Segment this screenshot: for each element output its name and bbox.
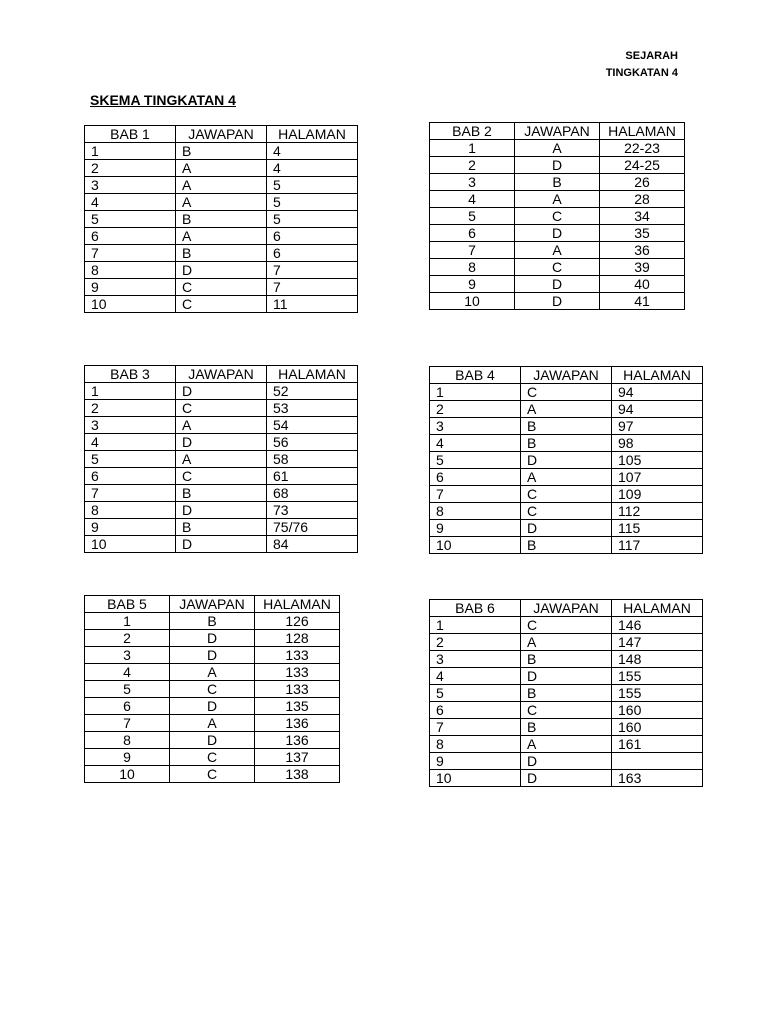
cell-halaman: 73 [267,502,358,519]
table-row [430,401,703,418]
cell-jawapan: C [170,766,255,783]
cell-bab-number: 10 [85,766,170,783]
cell-bab-number: 2 [430,401,521,418]
answer-table-bab-5 [84,595,340,783]
cell-jawapan: B [176,143,267,160]
cell-bab-number: 8 [85,502,176,519]
column-header-halaman: HALAMAN [612,600,703,617]
cell-jawapan: A [521,401,612,418]
table-header-row [430,600,703,617]
table-row [85,681,340,698]
cell-halaman: 22-23 [600,140,685,157]
table-row [430,157,685,174]
cell-halaman: 148 [612,651,703,668]
cell-halaman: 94 [612,401,703,418]
cell-halaman: 56 [267,434,358,451]
cell-bab-number: 3 [85,417,176,434]
cell-bab-number: 3 [430,651,521,668]
cell-bab-number: 10 [430,537,521,554]
cell-halaman: 28 [600,191,685,208]
column-header-jawapan: JAWAPAN [521,600,612,617]
cell-halaman: 84 [267,536,358,553]
table-row [85,228,358,245]
cell-halaman: 6 [267,228,358,245]
cell-jawapan: A [515,140,600,157]
cell-bab-number: 3 [430,174,515,191]
table-row [430,225,685,242]
cell-jawapan: A [521,634,612,651]
table-header-row [430,123,685,140]
cell-jawapan: D [170,698,255,715]
cell-bab-number: 4 [430,435,521,452]
cell-bab-number: 3 [85,647,170,664]
column-header-halaman: HALAMAN [267,366,358,383]
cell-halaman: 133 [255,681,340,698]
cell-halaman: 135 [255,698,340,715]
cell-bab-number: 5 [85,211,176,228]
cell-halaman: 160 [612,702,703,719]
cell-halaman: 39 [600,259,685,276]
cell-bab-number: 4 [430,191,515,208]
column-header-halaman: HALAMAN [612,367,703,384]
cell-halaman: 136 [255,715,340,732]
cell-jawapan: D [515,276,600,293]
table-row [85,749,340,766]
cell-bab-number: 10 [85,296,176,313]
column-header-bab-number: BAB 5 [85,596,170,613]
cell-halaman: 117 [612,537,703,554]
cell-halaman: 5 [267,194,358,211]
cell-jawapan: A [176,417,267,434]
cell-bab-number: 1 [430,140,515,157]
cell-jawapan: A [176,228,267,245]
cell-bab-number: 9 [85,279,176,296]
table-row [85,383,358,400]
cell-jawapan: D [521,770,612,787]
cell-jawapan: D [515,225,600,242]
table-row [430,520,703,537]
cell-halaman: 161 [612,736,703,753]
cell-halaman: 53 [267,400,358,417]
cell-bab-number: 1 [85,383,176,400]
form-label: TINGKATAN 4 [605,67,678,79]
cell-bab-number: 1 [85,613,170,630]
table-row [85,245,358,262]
table-row [430,702,703,719]
table-row [85,434,358,451]
table-row [430,418,703,435]
cell-bab-number: 9 [430,520,521,537]
cell-halaman: 61 [267,468,358,485]
cell-halaman: 97 [612,418,703,435]
cell-halaman: 54 [267,417,358,434]
cell-jawapan: D [521,668,612,685]
table-row [85,211,358,228]
table-row [430,537,703,554]
cell-bab-number: 9 [430,753,521,770]
table-row [430,140,685,157]
table-row [85,698,340,715]
answer-table-bab-6 [429,599,703,787]
cell-bab-number: 9 [85,519,176,536]
column-header-bab-number: BAB 6 [430,600,521,617]
cell-bab-number: 10 [430,293,515,310]
table-row [430,191,685,208]
cell-bab-number: 9 [85,749,170,766]
table-row [430,685,703,702]
cell-halaman: 115 [612,520,703,537]
cell-jawapan: C [515,259,600,276]
table-row [430,384,703,401]
page-title: SKEMA TINGKATAN 4 [90,92,236,108]
table-row [85,536,358,553]
cell-halaman: 26 [600,174,685,191]
column-header-halaman: HALAMAN [255,596,340,613]
cell-halaman: 6 [267,245,358,262]
cell-bab-number: 3 [430,418,521,435]
cell-halaman: 94 [612,384,703,401]
cell-halaman: 136 [255,732,340,749]
cell-bab-number: 7 [85,715,170,732]
subject-label: SEJARAH [625,50,678,62]
cell-halaman: 155 [612,668,703,685]
cell-jawapan: C [176,296,267,313]
table-row [85,296,358,313]
table-row [85,519,358,536]
table-row [85,143,358,160]
cell-halaman: 137 [255,749,340,766]
cell-bab-number: 1 [85,143,176,160]
table-row [430,617,703,634]
cell-bab-number: 7 [430,719,521,736]
table-header-row [85,596,340,613]
cell-bab-number: 7 [430,242,515,259]
cell-jawapan: A [521,469,612,486]
cell-jawapan: D [515,293,600,310]
cell-halaman: 107 [612,469,703,486]
column-header-jawapan: JAWAPAN [515,123,600,140]
cell-jawapan: B [515,174,600,191]
table-row [85,279,358,296]
cell-halaman: 36 [600,242,685,259]
cell-bab-number: 8 [430,503,521,520]
cell-halaman: 41 [600,293,685,310]
cell-bab-number: 10 [430,770,521,787]
table-row [430,435,703,452]
cell-jawapan: A [176,160,267,177]
cell-halaman: 146 [612,617,703,634]
cell-jawapan: D [176,434,267,451]
table-row [85,262,358,279]
table-row [430,668,703,685]
table-row [85,647,340,664]
table-row [430,753,703,770]
cell-jawapan: B [521,651,612,668]
cell-jawapan: D [176,502,267,519]
cell-jawapan: B [176,211,267,228]
answer-table-bab-2 [429,122,685,310]
cell-bab-number: 4 [85,434,176,451]
cell-bab-number: 1 [430,617,521,634]
table-row [85,194,358,211]
table-row [85,502,358,519]
cell-bab-number: 6 [430,469,521,486]
cell-halaman: 155 [612,685,703,702]
table-row [430,293,685,310]
cell-halaman: 75/76 [267,519,358,536]
cell-bab-number: 6 [430,702,521,719]
answer-table-bab-3 [84,365,358,553]
cell-bab-number: 7 [85,245,176,262]
cell-bab-number: 6 [85,228,176,245]
cell-bab-number: 2 [85,160,176,177]
column-header-jawapan: JAWAPAN [176,366,267,383]
cell-bab-number: 5 [430,452,521,469]
cell-jawapan: B [521,685,612,702]
column-header-halaman: HALAMAN [600,123,685,140]
cell-jawapan: B [521,719,612,736]
cell-jawapan: C [521,384,612,401]
cell-halaman [612,753,703,770]
cell-bab-number: 8 [430,736,521,753]
cell-halaman: 34 [600,208,685,225]
cell-jawapan: A [170,715,255,732]
table-row [85,613,340,630]
cell-halaman: 112 [612,503,703,520]
table-row [430,651,703,668]
cell-halaman: 24-25 [600,157,685,174]
cell-halaman: 4 [267,160,358,177]
cell-jawapan: D [521,753,612,770]
cell-bab-number: 7 [430,486,521,503]
cell-bab-number: 5 [430,208,515,225]
column-header-jawapan: JAWAPAN [170,596,255,613]
cell-jawapan: A [170,664,255,681]
cell-jawapan: C [176,279,267,296]
cell-halaman: 40 [600,276,685,293]
cell-jawapan: B [176,519,267,536]
cell-jawapan: D [170,630,255,647]
cell-halaman: 128 [255,630,340,647]
column-header-jawapan: JAWAPAN [521,367,612,384]
cell-bab-number: 5 [85,451,176,468]
cell-bab-number: 3 [85,177,176,194]
cell-halaman: 133 [255,664,340,681]
cell-jawapan: A [176,451,267,468]
column-header-halaman: HALAMAN [267,126,358,143]
table-row [430,242,685,259]
cell-jawapan: C [521,617,612,634]
cell-jawapan: D [170,647,255,664]
table-row [85,715,340,732]
table-row [430,174,685,191]
cell-jawapan: D [176,262,267,279]
cell-bab-number: 6 [85,468,176,485]
cell-halaman: 163 [612,770,703,787]
cell-jawapan: D [521,520,612,537]
cell-halaman: 52 [267,383,358,400]
cell-halaman: 11 [267,296,358,313]
table-row [430,469,703,486]
cell-halaman: 98 [612,435,703,452]
cell-bab-number: 2 [430,157,515,174]
cell-jawapan: B [170,613,255,630]
cell-jawapan: B [521,537,612,554]
column-header-bab-number: BAB 2 [430,123,515,140]
cell-halaman: 35 [600,225,685,242]
cell-halaman: 4 [267,143,358,160]
cell-jawapan: A [515,191,600,208]
cell-jawapan: A [176,194,267,211]
cell-bab-number: 6 [430,225,515,242]
cell-bab-number: 1 [430,384,521,401]
table-row [85,664,340,681]
column-header-bab-number: BAB 1 [85,126,176,143]
cell-bab-number: 5 [430,685,521,702]
cell-jawapan: A [515,242,600,259]
answer-table-bab-1 [84,125,358,313]
table-row [430,634,703,651]
table-row [85,732,340,749]
table-row [85,160,358,177]
cell-halaman: 105 [612,452,703,469]
cell-jawapan: D [521,452,612,469]
table-row [85,766,340,783]
cell-bab-number: 4 [430,668,521,685]
cell-halaman: 160 [612,719,703,736]
cell-halaman: 68 [267,485,358,502]
column-header-bab-number: BAB 4 [430,367,521,384]
table-row [430,259,685,276]
cell-halaman: 126 [255,613,340,630]
cell-halaman: 58 [267,451,358,468]
cell-jawapan: D [176,383,267,400]
cell-halaman: 5 [267,177,358,194]
cell-bab-number: 5 [85,681,170,698]
column-header-jawapan: JAWAPAN [176,126,267,143]
cell-bab-number: 10 [85,536,176,553]
table-row [430,486,703,503]
cell-jawapan: A [176,177,267,194]
table-row [430,276,685,293]
cell-jawapan: D [170,732,255,749]
table-row [85,630,340,647]
cell-bab-number: 4 [85,194,176,211]
table-row [430,208,685,225]
cell-jawapan: B [521,418,612,435]
table-row [430,736,703,753]
cell-jawapan: C [521,702,612,719]
cell-bab-number: 8 [85,732,170,749]
cell-bab-number: 8 [85,262,176,279]
cell-halaman: 138 [255,766,340,783]
cell-jawapan: C [515,208,600,225]
cell-bab-number: 8 [430,259,515,276]
cell-halaman: 7 [267,262,358,279]
column-header-bab-number: BAB 3 [85,366,176,383]
cell-bab-number: 2 [430,634,521,651]
table-header-row [430,367,703,384]
table-row [430,770,703,787]
cell-bab-number: 6 [85,698,170,715]
cell-jawapan: C [521,503,612,520]
cell-jawapan: C [521,486,612,503]
cell-jawapan: B [176,485,267,502]
cell-halaman: 109 [612,486,703,503]
table-row [85,400,358,417]
cell-halaman: 7 [267,279,358,296]
cell-halaman: 147 [612,634,703,651]
cell-jawapan: C [176,468,267,485]
cell-jawapan: B [176,245,267,262]
table-row [85,417,358,434]
cell-bab-number: 4 [85,664,170,681]
cell-jawapan: C [170,681,255,698]
table-row [85,177,358,194]
table-row [430,719,703,736]
table-row [430,503,703,520]
cell-bab-number: 2 [85,630,170,647]
table-row [430,452,703,469]
document-header [606,48,678,82]
cell-jawapan: D [515,157,600,174]
cell-jawapan: C [176,400,267,417]
table-header-row [85,366,358,383]
table-row [85,485,358,502]
answer-table-bab-4 [429,366,703,554]
cell-bab-number: 9 [430,276,515,293]
table-row [85,451,358,468]
table-row [85,468,358,485]
cell-halaman: 5 [267,211,358,228]
cell-halaman: 133 [255,647,340,664]
cell-bab-number: 7 [85,485,176,502]
cell-bab-number: 2 [85,400,176,417]
cell-jawapan: B [521,435,612,452]
cell-jawapan: A [521,736,612,753]
cell-jawapan: D [176,536,267,553]
table-header-row [85,126,358,143]
cell-jawapan: C [170,749,255,766]
